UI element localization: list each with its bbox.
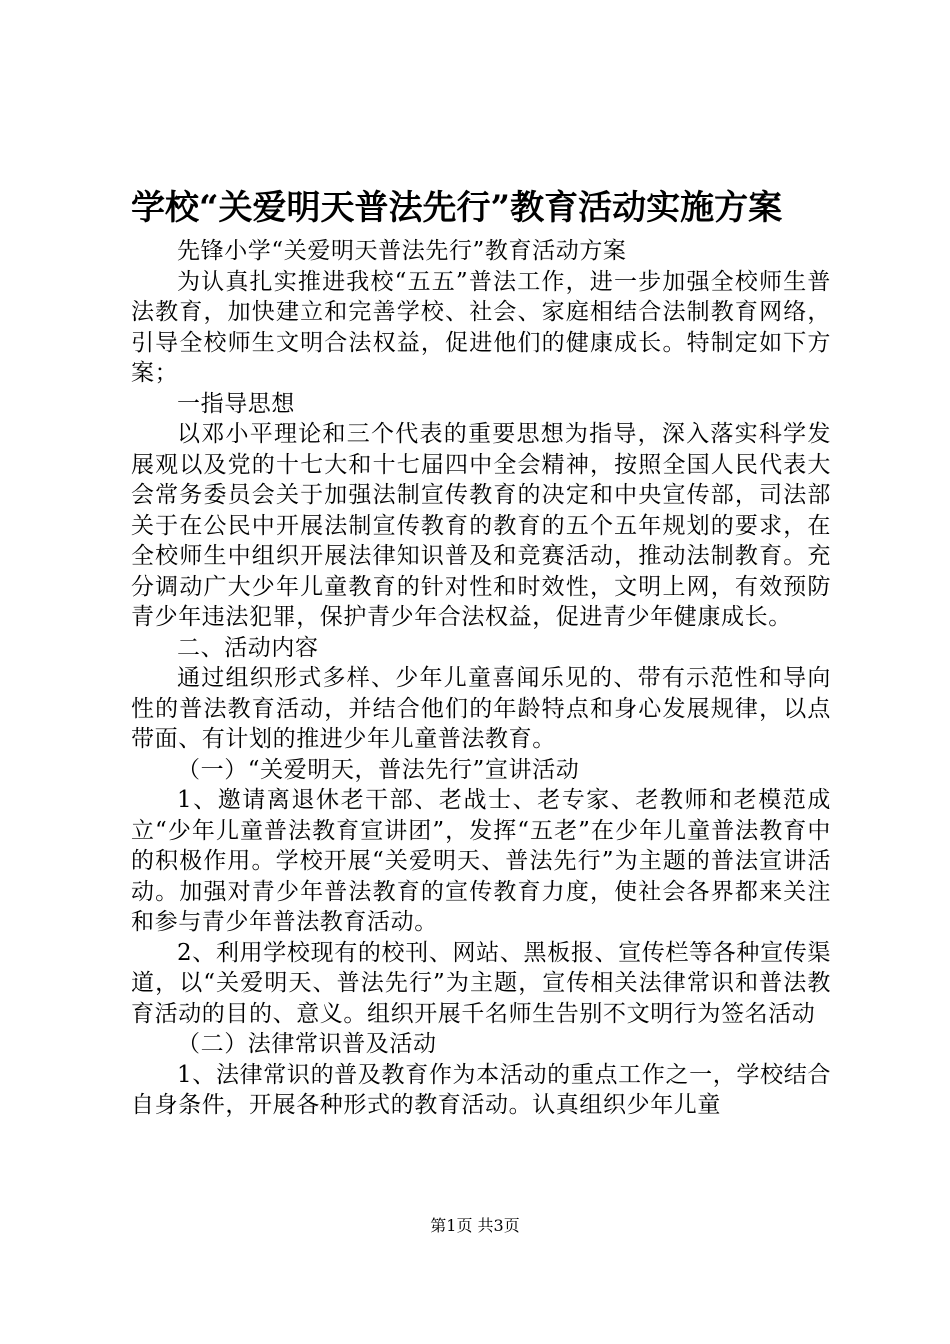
activity-content-paragraph: 通过组织形式多样、少年儿童喜闻乐见的、带有示范性和导向性的普法教育活动，并结合他们的年龄特点和身心发展规律，以点带面、有计划的推进少年儿童普法教育。 (131, 665, 831, 752)
page-footer: 第1页 共3页 (430, 1216, 520, 1235)
guiding-ideology-paragraph: 以邓小平理论和三个代表的重要思想为指导，深入落实科学发展观以及党的十七大和十七届四中全会精神，按照全国人民代表大会常务委员会关于加强法制宣传教育的决定和中央宣传部，司法部关于在公民中开展法制宣传教育的教育的五个五年规划的要求，在全校师生中组织开展法律知识普及和竞赛活动，推动法制教育。充分调动广大少年儿童教育的针对性和时效性，文明上网，有效预防青少年违法犯罪，保护青少年合法权益，促进青少年健康成长。 (131, 421, 831, 630)
section-heading-guiding-ideology: 一指导思想 (177, 390, 295, 417)
subsection-heading-legal-knowledge: （二）法律常识普及活动 (177, 1031, 437, 1057)
lecture-item-1-paragraph: 1、邀请离退休老干部、老战士、老专家、老教师和老模范成立“少年儿童普法教育宣讲团”，发挥“五老”在少年儿童普法教育中的积极作用。学校开展“关爱明天、普法先行”为主题的普法宣讲活动。加强对青少年普法教育的宣传教育力度，使社会各界都来关注和参与青少年普法教育活动。 (131, 787, 831, 935)
intro-paragraph: 为认真扎实推进我校“五五”普法工作，进一步加强全校师生普法教育，加快建立和完善学校、社会、家庭相结合法制教育网络，引导全校师生文明合法权益，促进他们的健康成长。特制定如下方案； (131, 268, 831, 386)
section-heading-activity-content: 二、活动内容 (177, 634, 319, 661)
legal-knowledge-item-1-paragraph: 1、法律常识的普及教育作为本活动的重点工作之一，学校结合自身条件，开展各种形式的教育活动。认真组织少年儿童 (131, 1061, 831, 1118)
document-body (131, 236, 831, 1121)
school-plan-subtitle: 先锋小学“关爱明天普法先行”教育活动方案 (177, 238, 627, 264)
document-title: 学校“关爱明天普法先行”教育活动实施方案 (131, 188, 783, 228)
lecture-item-2-paragraph: 2、利用学校现有的校刊、网站、黑板报、宣传栏等各种宣传渠道，以“关爱明天、普法先行”为主题，宣传相关法律常识和普法教育活动的目的、意义。组织开展千名师生告别不文明行为签名活动 (131, 939, 831, 1027)
subsection-heading-lecture-activity: （一）“关爱明天，普法先行”宣讲活动 (177, 756, 580, 783)
